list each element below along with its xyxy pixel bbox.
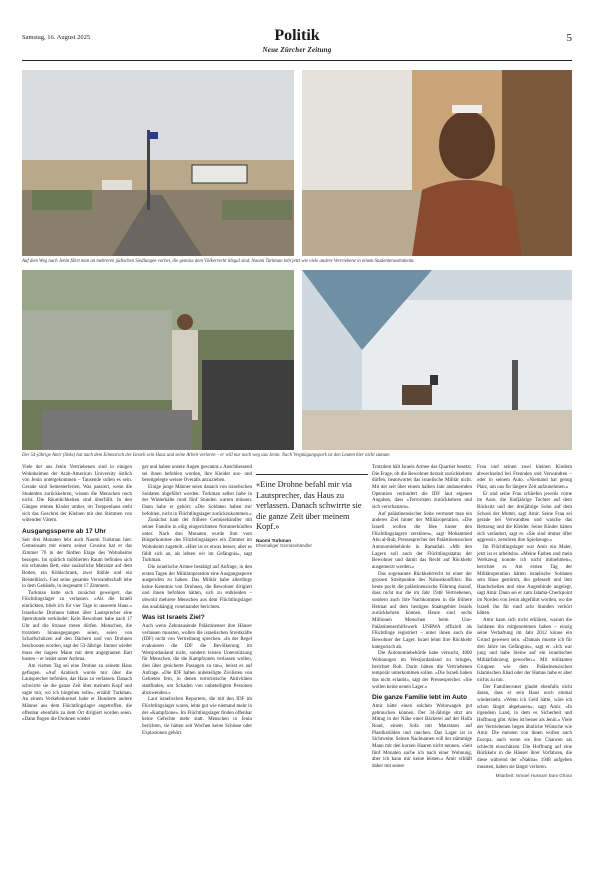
header-rule xyxy=(22,60,572,61)
photo-horse-cart xyxy=(302,270,572,450)
subheading: Was ist Israels Ziel? xyxy=(142,614,205,622)
paragraph: Amir hätte einen solchen Wohnwagen gut gebrauchen können. Der 34-Jährige sitzt am Mittag in der Nähe einer Bäckerei auf der Haifa Road, einem Sofa mit Matratzen auf Plastikstühlen und rauchen. Das Lager ist in Sichtweite. Seinen Nachnamen will der stämmige Mann mit den kurzen Haaren nicht nennen. «Seit fünf Monaten suche ich nach einer Wohnung, aber ich kann mir keine leisten.» Amir schläft daher mit seiner xyxy=(372,703,472,769)
photo-naomi-turkman xyxy=(302,70,572,256)
subheading: Ausgangssperre ab 17 Uhr xyxy=(22,527,106,535)
subheading: Die ganze Familie lebt im Auto xyxy=(372,694,468,702)
paragraph: Am vierten Tag sei eine Drohne zu seinem Haus geflogen. «Auf Arabisch wurde mir über die Lautsprecher befohlen, das Haus zu verlassen. Danach schwirrte sie die ganze Zeit über meinem Kopf und sagte mir, wo ich hingehen solle», erzählt Turkman. An einem Verkehrskreisel habe er Hunderte andere Männer aus dem Flüchtlingslager angetroffen, die offenbar ebenfalls zu dem Ort dirigiert worden seien. «Dann flogen die Drohnen wieder xyxy=(22,664,132,723)
paragraph: Im Flüchtlingslager war Amir ein Maler, jetzt ist er arbeitslos. «Meine Farben und mein Werkzeug konnte ich nicht mitnehmen», berichtet er. Am ersten Tag der Militäroperation hätten israelische Soldaten sein Haus gestürmt, ihn gefesselt und ihm Handschellen und eine Augenbinde angelegt, sagt Amir. Dann sei er zum Jalama-Checkpoint im Norden von Jenin abgeführt worden, wo die Israeli ihn für rund acht Stunden verhört hätten. xyxy=(477,544,572,617)
paragraph: Turkman hatte sich zunächst geweigert, das Flüchtlingslager zu verlassen. «Als die Israeli einrückten, blieb ich für vier Tage in unserem Haus.» Israelische Drohnen hätten über Lautsprecher eine Sperrstunde verkündet: Kein Bewohner habe nach 17 Uhr auf die Strasse treten dürfen. Menschen, die trotzdem hinausgegangen seien, seien von Scharfschützen auf den Dächern und von Drohnen beschossen worden, sagt der 53-Jährige. Immer wieder muss der hagere Mann mit dem angegrauten Bart husten – er leidet unter Asthma. xyxy=(22,590,132,663)
paragraph: Zunächst kam der frühere Gemüsehändler mit seiner Familie in eilig eingerichteten Notunterkünften unter. Nach drei Monaten wurde ihm vom Bürgerkomitee des Flüchtlingslagers ein Zimmer im Wohnheim zugeteilt. «Hier ist es etwas besser, aber es fühlt sich an, als lebten wir im Gefängnis», sagt Turkman. xyxy=(142,518,252,564)
paragraph: Der Familienvater glaubt ebenfalls nicht daran, dass er sein Haus noch einmal wiedersieht. «Wenn ich Geld hätte, wäre ich schon längst abgehauen», sagt Amir. «In irgendein Land, in dem es Sicherheit und Hoffnung gibt. Alles ist besser als Jenin.» Viele der Vertriebenen hegen ähnliche Wünsche wie Amir. Die meisten von ihnen wollen nach Europa, auch wenn sie ihre Chancen als schlecht einschätzen. Die Hoffnung auf eine Rückkehr in die Häuser ihrer Vorfahren, die diese während der «Nakba» 1948 aufgeben mussten, haben sie längst verloren. xyxy=(477,684,572,770)
paragraph: Die israelische Armee bestätigt auf Anfrage, in den ersten Tagen der Militäroperation eine Ausgangssperre ausgerufen zu haben. Das Militär habe allerdings keine Kenntnis von Drohnen, die Bewohner dirigiert und ihnen befohlen hätten, sich zu entkleiden – obwohl mehrere Menschen aus dem Flüchtlingslager das unabhängig voneinander berichten. xyxy=(142,564,252,610)
section-title: Politik xyxy=(274,27,320,44)
paragraph: Viele der aus Jenin Vertriebenen sind in einigen Wohnheimen der Arab-American University östlich von Jenin untergekommen – Tausende sollen es sein. Gerade sind Semesterferien. Was passiert, wenn die Studenten zurückkehren, wissen die Menschen noch nicht. Die Räumlichkeiten sind überfüllt. In den Gängen rennen Kinder umher, im Treppenhaus steht sich das Geschrei der Kleinen mit den Stimmen von wütenden Vätern. xyxy=(22,465,132,524)
paragraph: Das sogenannte Rückkehrrecht ist einer der grossen Streitpunkte des Nahostkonflikts: Bis heute pocht die palästinensische Führung darauf, dass nicht nur die im Jahr 1948 Vertriebenen, sondern auch ihre Nachkommen in die frühere Heimat auf dem heutigen Staatsgebiet Israels zurückkehren können. Heute sind sechs Millionen Menschen beim Uno-Palästinenserhilfswerk UNRWA offiziell als Flüchtlinge registriert – unter ihnen auch die Bewohner der Lager. Israel lehnt ihre Rückkehr kategorisch ab. xyxy=(372,571,472,650)
photo-road-settlements xyxy=(22,70,294,256)
caption-top: Auf dem Weg nach Jenin fährt man an mehreren jüdischen Siedlungen vorbei, die gemäss dem Völkerrecht illegal sind. Naomi Turkman lebt jetzt wie viele andere Vertriebene in einem Studentenwohnheim. xyxy=(22,259,415,264)
pull-quote xyxy=(256,480,368,548)
quote-author-role: Ehemaliger Gemüsehändler xyxy=(256,542,313,548)
paragraph: Einige junge Männer seien danach von israelischen Soldaten abgeführt worden. Turkman selbst habe in der Winterkälte rund fünf Stunden warten müssen. Dann habe er gehört: «Die Soldaten haben mir befohlen, nicht in Flüchtlingslager zurückzukommen.» xyxy=(142,484,252,517)
quote-author: Naomi Turkman xyxy=(256,537,292,543)
photo-amir-car xyxy=(22,270,294,450)
paragraph: Seit drei Monaten lebt auch Naomi Turkman hier. Gemeinsam mit einem seiner Cousins hat er das Zimmer 76 in der fünften Etage des Wohnheims bezogen. Im spärlich möblierten Raum befinden sich ein schmales Bett, eine zusätzliche Matratze auf dem Boden, ein Kühlschrank, zwei Stühle und ein Beistelltisch. Fast seine gesamte Verwandtschaft lebe in dem Gebäude, in insgesamt 17 Zimmern. xyxy=(22,537,132,590)
quote-rule xyxy=(256,474,368,475)
quote-text: «Eine Drohne befahl mir via Lautsprecher, das Haus zu verlassen. Danach schwirrte sie die ganze Zeit über meinem Kopf.» xyxy=(256,480,362,531)
paragraph: Trotzdem hält Israels Armee das Quartier besetzt. Die Frage, ob die Bewohner derzeit zurückkehren dürfen, beantwortet das israelische Militär nicht. Mit der seit über einem halben Jahr andauernden Operation verhindert die IDF laut eigenen Angaben, dass «Terroristen zurückkehren und sich verschanzen». xyxy=(372,465,472,510)
paragraph: Laut israelischen Reportern, die mit den IDF im Flüchtlingslager waren, lebte gut wie niemand mehr in der «Kampfzone». Im Flüchtlingslager finden offenbar keine Gefechte mehr statt. Menschen in Jenin berichten, sie hätten seit Wochen keine Schüsse oder Explosionen gehört. xyxy=(142,697,252,736)
contributor-credit: Mitarbeit: Ismael Hussam Bani Ghara xyxy=(495,773,572,779)
article-column-4 xyxy=(477,465,572,780)
paragraph: Die Autonomiebehörde habe versucht, 4000 Wohnungen im Westjordanland zu bringen, berichtet Rub. Darin hätten die Vertriebenen temporär unterkommen sollen. «Die Israeli haben das nicht erlaubt», sagt der Pressesprecher. «Sie wollen keine neuen Lager.» xyxy=(372,651,472,690)
paragraph: Auf palästinensischer Seite vermutet man ein anderes Ziel hinter der Militäroperation. «Die Israeli wollen die Idee hinter den Flüchtlingslagern zerstören», sagt Mohammed Abu al-Rub, Pressesprecher der Palästinensischen Autonomiebehörde in Ramallah. «Mit den Lagern soll auch der Flüchtlingsstatus der Bewohner und damit das Recht auf Rückkehr ausgemerzt werden.» xyxy=(372,511,472,570)
paragraph: Frau und seinen zwei kleinen Kindern abwechselnd bei Freunden und Verwandten – oder in seinem Auto. «Niemand hat genug Platz, um uns für längere Zeit aufzunehmen.» xyxy=(477,465,572,490)
issue-date: Samstag, 16. August 2025 xyxy=(22,34,91,41)
paragraph: Auch wenn Zehntausende Palästinenser ihre Häuser verlassen mussten, wollen die israelischen Streitkräfte (IDF) nicht von Vertreibung sprechen. «In der Regel evakuieren die IDF die Bevölkerung im Westjordanland nicht, sondern leisten Unterstützung für Menschen, die die Kampfzonen verlassen wollen, dies über gesicherte Passagen zu tun», heisst es auf Anfrage. «Die IDF halten unbeteiligte Zivilisten von Gebieten fern, in denen terroristische Aktivitäten stattfinden, um Schaden von unbeteiligten Personen abzuwenden.» xyxy=(142,624,252,696)
paragraph: ger und haben unsere Augen gescannt.» Anschliessend sei ihnen befohlen worden, ihre Kleider aus- und bereitgelegte weisse Overalls anzuziehen. xyxy=(142,465,252,484)
article-column-1 xyxy=(22,465,132,724)
newspaper-name: Neue Zürcher Zeitung xyxy=(262,46,332,54)
article-column-3 xyxy=(372,465,472,771)
paragraph: Amir kann sich nicht erklären, warum die Soldaten ihn mitgenommen haben – einzig seine Verhaftung im Jahr 2012 könne ein Grund gewesen sein. «Damals musste ich für drei Jahre ins Gefängnis», sagt er. «Ich war jung und habe Steine auf ein israelisches Militärfahrzeug geworfen.» Mit militanten Gruppen wie dem Palästinensischen Islamischen Jihad oder der Hamas habe er aber nichts zu tun. xyxy=(477,618,572,683)
page-number: 5 xyxy=(566,32,572,44)
article-column-2 xyxy=(142,465,252,737)
caption-bottom: Der 54-jährige Amir (links) hat nach dem Einmarsch der Israeli sein Haus und seine Arbeit verloren – er will nur noch weg aus Jenin. Nach Vergnügungspark ist den Leuten hier nicht zumute. xyxy=(22,453,391,458)
paragraph: Er und seine Frau schliefen jeweils vorne im Auto, die fünfjährige Tochter auf dem Rücksitz und der dreijährige Sohn auf dem Schoss der Mutter, sagt Amir. Seine Frau sei gerade bei Verwandten und wasche das Bettzeug und die Kleider. Seine Kinder hätten sich verändert, sagt er. «Sie sind immer öfter aggressiv, zerstören ihre Spielzeuge.» xyxy=(477,491,572,544)
